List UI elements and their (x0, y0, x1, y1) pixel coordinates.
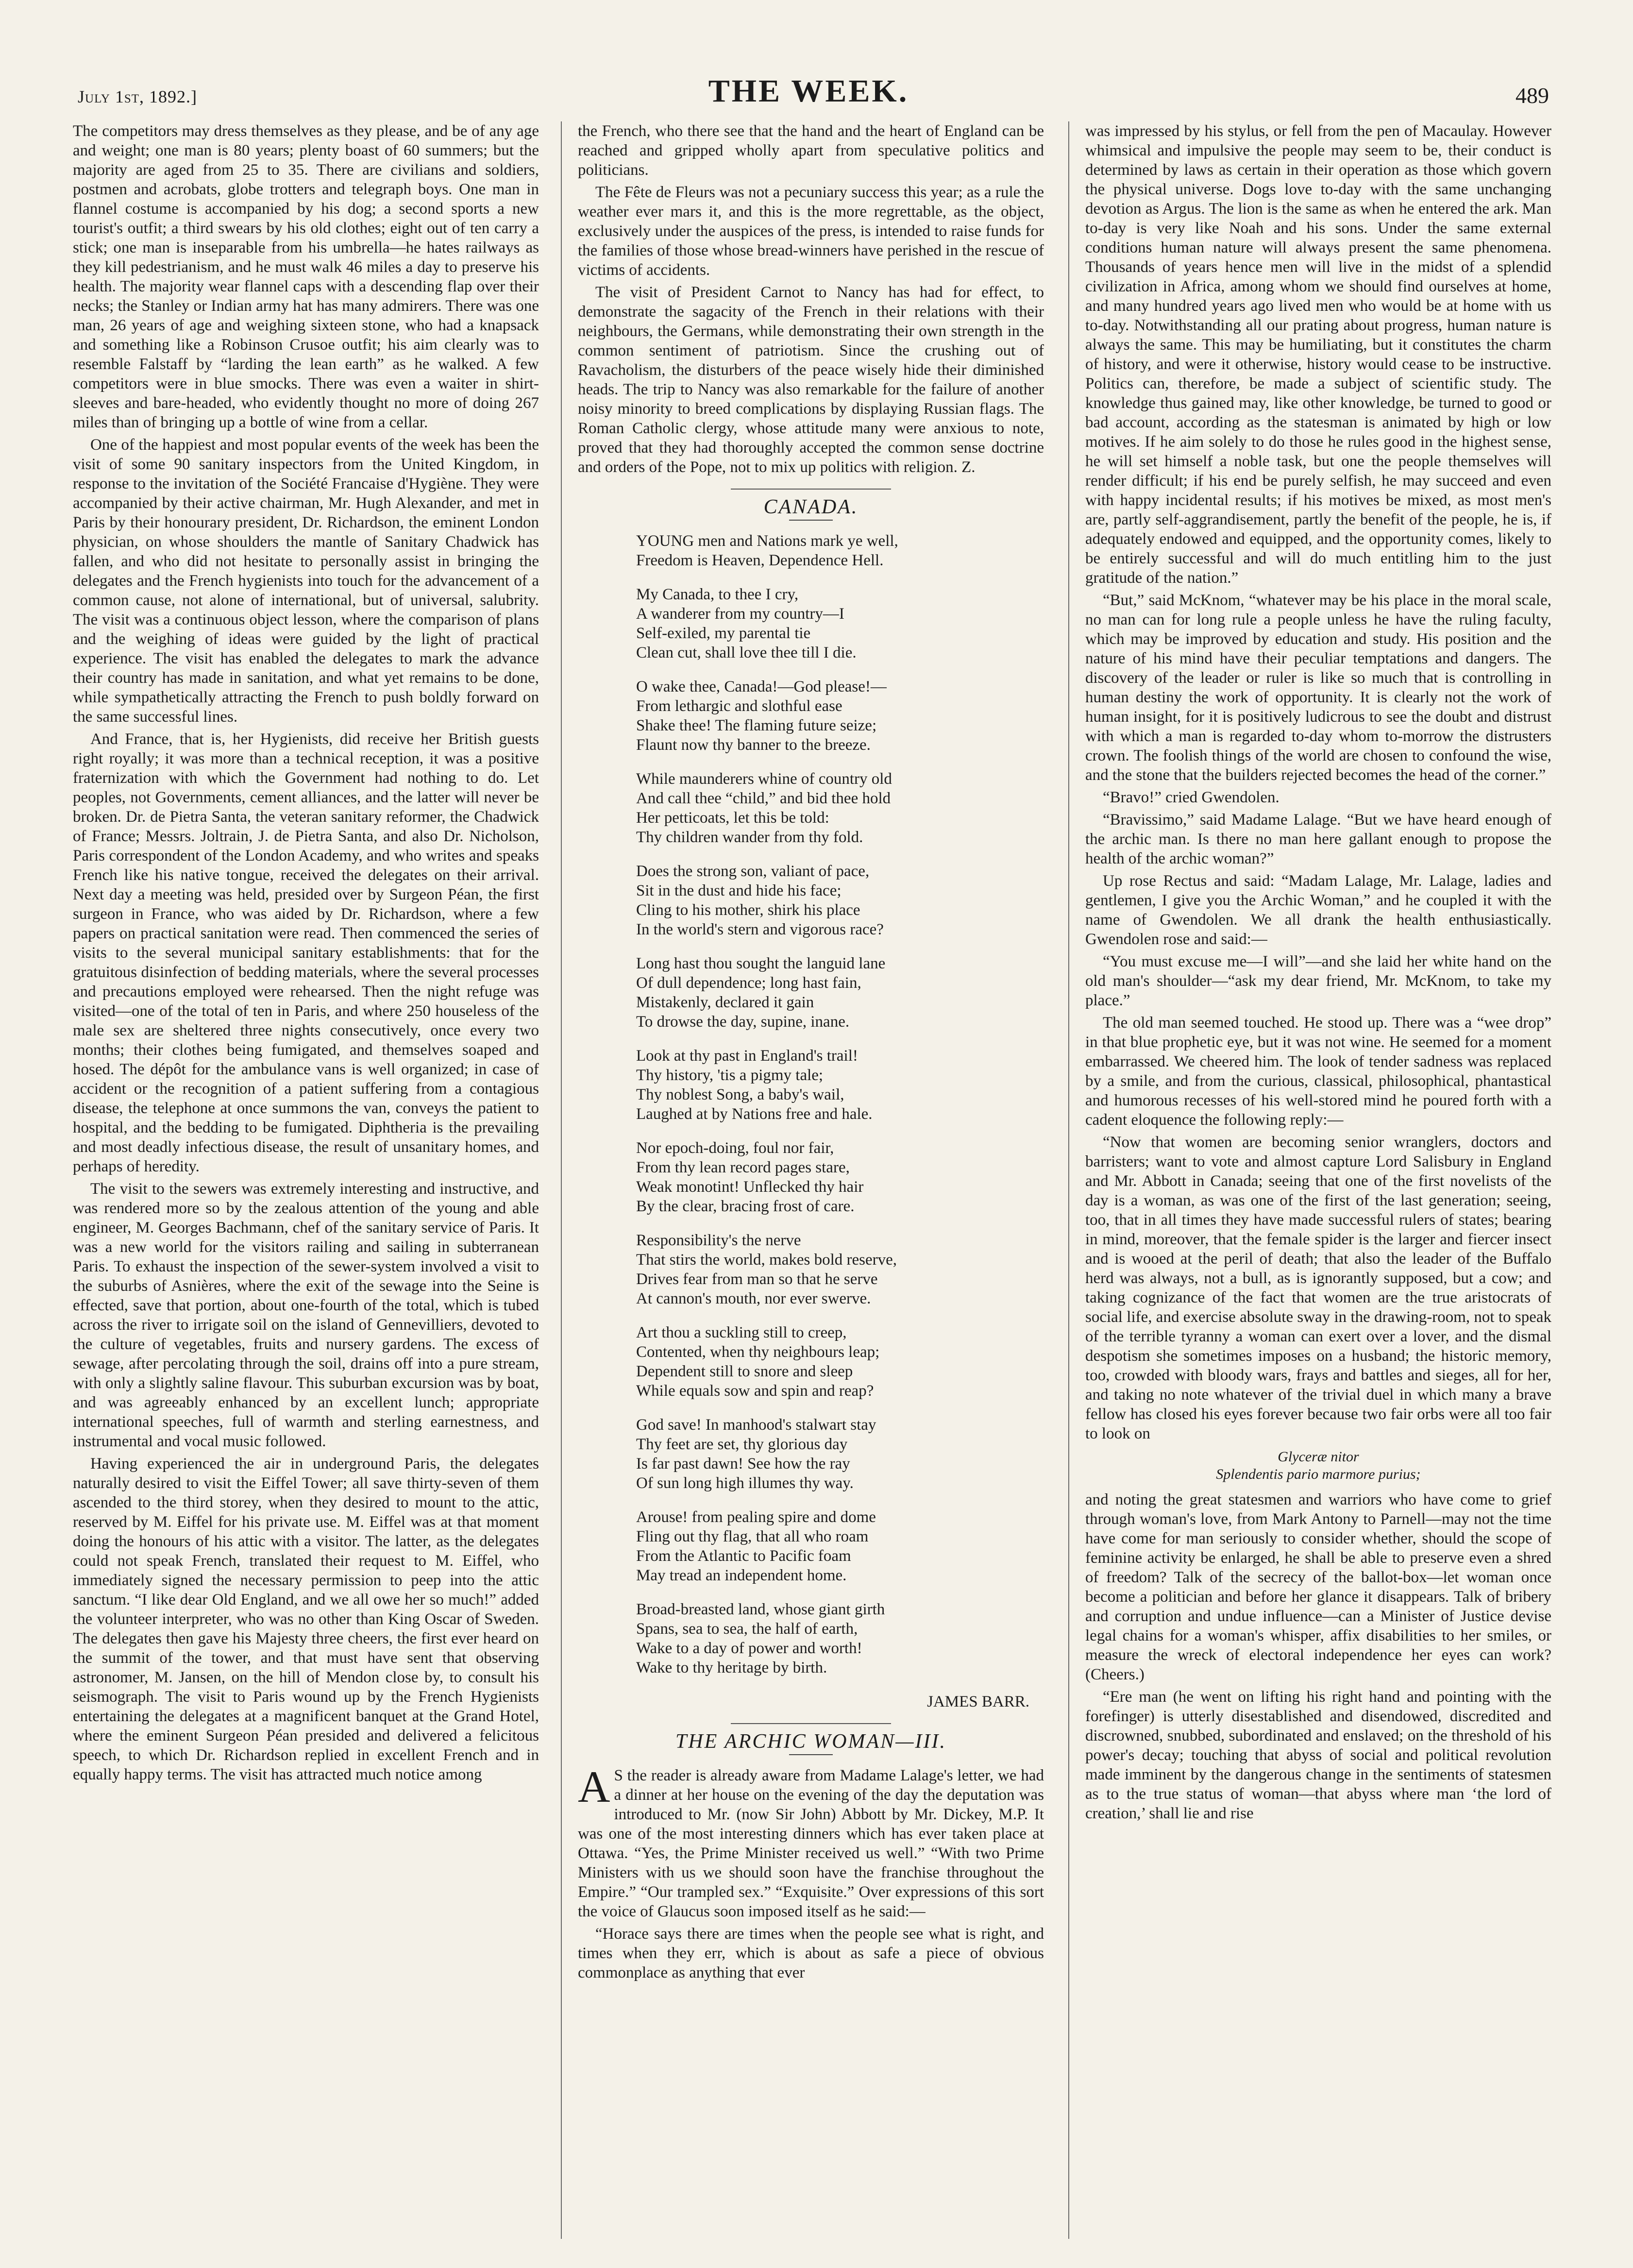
poem-stanza (636, 1415, 1044, 1493)
paragraph: One of the happiest and most popular events of the week has been the visit of some 90 sanitary inspectors from the United Kingdom, in response to the invitation of the Société Francaise d'Hygiène. They were accompanied by their active chairman, Mr. Hugh Alexander, and met in Paris by their honourary president, Dr. Richardson, the eminent London physician, on whose shoulders the mantle of Sanitary Chadwick has fallen, and who did not hesitate to personally assist in bringing the delegates and the French hygienists into touch for the advancement of a common cause, not alone of international, but of universal, salubrity. The visit was a continuous object lesson, where the comparison of plans and the weighing of ideas were guided by the light of practical experience. The visit has enabled the delegates to mark the advance their country has made in sanitation, and what yet remains to be done, while sympathetically attracting the French to push boldly forward on the same successful lines. (73, 436, 539, 726)
poem-line: Spans, sea to sea, the half of earth, (636, 1620, 858, 1638)
paragraph: The Fête de Fleurs was not a pecuniary success this year; as a rule the weather ever mars it, and this is the more regrettable, as the object, exclusively under the auspices of the press, is intended to raise funds for the families of those whose bread-winners have perished in the rescue of victims of accidents. (578, 184, 1044, 279)
paragraph: Having experienced the air in underground Paris, the delegates naturally desired to visit the Eiffel Tower; all save thirty-seven of them ascended to the third storey, when they desired to mount to the attic, reserved by M. Eiffel for his private use. M. Eiffel was at that moment doing the honours of his attic with a visitor. The latter, as the delegates could not speak French, translated their request to M. Eiffel, who immediately signed the necessary permission to peep into the attic sanctum. “I like dear Old England, and we all owe her so much!” added the volunteer interpreter, who was no other than King Oscar of Sweden. The delegates then gave his Majesty three cheers, the first ever heard on the summit of the tower, and that must have sent that observing astronomer, M. Jansen, on the hill of Mendon close by, to consult his seismograph. The visit to Paris wound up by the French Hygienists entertaining the delegates at a magnificent banquet at the Grand Hotel, where the eminent Surgeon Péan presided and delivered a felicitous speech, to which Dr. Richardson replied in excellent French and in equally happy terms. The visit has attracted much notice among (73, 1455, 539, 1783)
paragraph: “Horace says there are times when the people see what is right, and times when they err, which is about as safe a piece of obvious commonplace as anything that ever (578, 1925, 1044, 1981)
paragraph: “Now that women are becoming senior wranglers, doctors and barristers; want to vote and almost capture Lord Salisbury in England and Mr. Abbott in Canada; seeing that one of the first novelists of the day is a woman, as was one of the first of the last generation; seeing, too, that in all times they have made successful rulers of states; bearing in mind, moreover, that the female spider is the larger and fiercer insect and is wooed at the peril of death; that also the leader of the Buffalo herd was always, not a bull, as is ignorantly supposed, but a cow; and taking cognizance of the fact that women are the true aristocrats of social life, and exercise absolute sway in the drawing-room, not to speak of the terrible tyranny a woman can exert over a lover, and the dismal despotism she sometimes imposes on a husband; the historic memory, too, crowded with bloody wars, frays and battles and sieges, all for her, and taking no note whatever of the trivial duel in which many a brave fellow has closed his eyes forever because two fair orbs were all too fair to look on (1085, 1134, 1551, 1442)
poem-stanza (636, 1231, 1044, 1308)
poem-line: Fling out thy flag, that all who roam (636, 1528, 869, 1545)
quote-line: Glyceræ nitor (1278, 1449, 1359, 1465)
poem-line: Cling to his mother, shirk his place (636, 901, 860, 919)
paragraph: The old man seemed touched. He stood up. There was a “wee drop” in that blue prophetic eye, but it was not wine. He seemed for a moment embarrassed. We cheered him. The look of tender sadness was replaced by a smile, and from the curious, classical, philosophical, phantastical and humorous recesses of his well-stored mind he poured forth with a cadent eloquence the following reply:— (1085, 1014, 1551, 1129)
paragraph: Up rose Rectus and said: “Madam Lalage, Mr. Lalage, ladies and gentlemen, I give you the Archic Woman,” and he coupled it with the name of Gwendolen. We all drank the health enthusiastically. Gwendolen rose and said:— (1085, 872, 1551, 948)
paragraph: The visit of President Carnot to Nancy has had for effect, to demonstrate the sagacity of the French in their relations with their neighbours, the Germans, while demonstrating their own strength in the common sentiment of patriotism. Since the crushing out of Ravacholism, the disturbers of the peace wisely hide their diminished heads. The trip to Nancy was also remarkable for the failure of another noisy minority to breed complications by displaying Russian flags. The Roman Catholic clergy, whose attitude many were anxious to note, proved that they had thoroughly accepted the common sense doctrine and orders of the Pope, not to mix up politics with religion. Z. (578, 284, 1044, 476)
poem-line: Laughed at by Nations free and hale. (636, 1105, 873, 1123)
poem-stanza (636, 1046, 1044, 1124)
poem (578, 531, 1044, 1677)
poem-line: YOUNG men and Nations mark ye well, (636, 532, 898, 550)
masthead-title: THE WEEK. (708, 73, 909, 109)
poem-line: While equals sow and spin and reap? (636, 1382, 874, 1400)
poem-line: By the clear, bracing frost of care. (636, 1198, 855, 1215)
column-3 (1085, 121, 1551, 2239)
poem-line: And call thee “child,” and bid thee hold (636, 790, 891, 807)
paragraph-text: S the reader is already aware from Madame Lalage's letter, we had a dinner at her house on the evening of the day the deputation was introduced to Mr. (now Sir John) Abbott by Mr. Dickey, M.P. It was one of the most interesting dinners which has ever taken place at Ottawa. “Yes, the Prime Minister received us well.” “With two Prime Ministers with us we should soon have the franchise throughout the Empire.” “Our trampled sex.” “Exquisite.” Over expressions of this sort the voice of Glaucus soon imposed itself as he said:— (578, 1767, 1044, 1920)
poem-line: From thy lean record pages stare, (636, 1159, 850, 1176)
poem-line: Weak monotint! Unflecked thy hair (636, 1178, 864, 1196)
paragraph: “But,” said McKnom, “whatever may be his place in the moral scale, no man can for long rule a people unless he have the ruling faculty, which may be improved by education and study. His position and the nature of his mind have their peculiar temptations and dangers. The discovery of the leader or ruler is like so much that is controlling in human destiny the work of opportunity. It is clearly not the work of human insight, for it is positively ludicrous to see the doubt and distrust with which a man is regarded to-day whom to-morrow the distrusters crown. The foolish things of the world are chosen to confound the wise, and the stone that the builders rejected becomes the head of the corner.” (1085, 592, 1551, 784)
poem-line: Contented, when thy neighbours leap; (636, 1343, 880, 1361)
poem-line: From the Atlantic to Pacific foam (636, 1547, 851, 1565)
poem-line: Wake to thy heritage by birth. (636, 1659, 827, 1676)
poem-line: Is far past dawn! See how the ray (636, 1455, 850, 1473)
page-number: 489 (1515, 83, 1549, 108)
column-1 (73, 121, 539, 2239)
poem-line: Thy noblest Song, a baby's wail, (636, 1086, 844, 1103)
paragraph: The visit to the sewers was extremely interesting and instructive, and was rendered more so by the zealous attention of the young and able engineer, M. Georges Bachmann, chef of the sanitary service of Paris. It was a new world for the visitors railing and sailing in subterranean Paris. To exhaust the inspection of the sewer-system involved a visit to the suburbs of Asnières, where the exit of the sewage into the Seine is effected, save that portion, about one-fourth of the total, which is tubed across the river to irrigate soil on the island of Gennevilliers, devoted to the culture of vegetables, fruits and nursery gardens. The excess of sewage, after percolating through the soil, drains off into a pure stream, with only a slightly saline flavour. This suburban excursion was by boat, and was agreeably enhanced by an excellent lunch; appropriate international speeches, full of warmth and sterling earnestness, and instrumental and vocal music followed. (73, 1180, 539, 1450)
page-header (68, 63, 1549, 117)
poem-line: That stirs the world, makes bold reserve, (636, 1251, 897, 1269)
poem-stanza (636, 1138, 1044, 1216)
poem-stanza (636, 677, 1044, 755)
title-underline (789, 1754, 833, 1755)
poem-line: From lethargic and slothful ease (636, 697, 842, 715)
poem-stanza (636, 1600, 1044, 1677)
paragraph: the French, who there see that the hand and the heart of England can be reached and gripped wholly apart from speculative politics and politicians. (578, 122, 1044, 179)
paragraph: “Bravo!” cried Gwendolen. (1103, 789, 1279, 806)
paragraph: “Ere man (he went on lifting his right hand and pointing with the forefinger) is utterly disestablished and disendowed, discredited and discrowned, snubbed, subordinated and enslaved; on the threshold of his power's decay; touching that abyss of social and political revolution made imminent by the dangerous change in the sentiments of statesmen as to the true status of woman—that abyss where man ‘the lord of creation,’ shall lie and rise (1085, 1688, 1551, 1822)
poem-line: May tread an independent home. (636, 1567, 847, 1584)
poem-line: At cannon's mouth, nor ever swerve. (636, 1290, 871, 1307)
poem-stanza (636, 954, 1044, 1032)
paragraph: “You must excuse me—I will”—and she laid her white hand on the old man's shoulder—“ask my dear friend, Mr. McKnom, to take my place.” (1085, 953, 1551, 1009)
poem-line: Flaunt now thy banner to the breeze. (636, 736, 871, 754)
poem-line: Long hast thou sought the languid lane (636, 955, 886, 972)
poem-line: A wanderer from my country—I (636, 605, 844, 623)
poem-stanza (636, 769, 1044, 847)
poem-line: Does the strong son, valiant of pace, (636, 863, 870, 880)
poem-line: While maunderers whine of country old (636, 770, 892, 788)
poem-line: Art thou a suckling still to creep, (636, 1324, 847, 1341)
poem-line: Mistakenly, declared it gain (636, 994, 814, 1011)
issue-date: July 1st, 1892.] (78, 87, 198, 106)
poem-line: Sit in the dust and hide his face; (636, 882, 842, 899)
poem-stanza (636, 1323, 1044, 1401)
poem-line: Self-exiled, my parental tie (636, 625, 811, 642)
drop-cap: A (578, 1762, 610, 1811)
poem-stanza (636, 585, 1044, 662)
poem-line: Drives fear from man so that he serve (636, 1270, 878, 1288)
poem-line: Shake thee! The flaming future seize; (636, 717, 877, 734)
poem-line: Clean cut, shall love thee till I die. (636, 644, 857, 661)
poem-line: Thy feet are set, thy glorious day (636, 1436, 848, 1453)
poem-line: In the world's stern and vigorous race? (636, 921, 884, 938)
poem-line: Thy children wander from thy fold. (636, 829, 863, 846)
poem-line: Her petticoats, let this be told: (636, 809, 829, 827)
poem-line: To drowse the day, supine, inane. (636, 1013, 850, 1031)
poem-line: Thy history, 'tis a pigmy tale; (636, 1066, 824, 1084)
paragraph: and noting the great statesmen and warriors who have come to grief through woman's love, from Mark Antony to Parnell—may not the time have come for man seriously to consider whether, should the scope of feminine activity be enlarged, he shall be able to preserve even a shred of freedom? Talk of the secrecy of the ballot-box—let woman once become a politician and before her glance it disappears. Talk of bribery and corruption and undue influence—can a Minister of Justice devise legal chains for a woman's whisper, affix disabilities to her smiles, or measure the wreck of electoral independence her eyes can work? (Cheers.) (1085, 1491, 1551, 1683)
column-2 (578, 121, 1044, 2239)
poem-line: Nor epoch-doing, foul nor fair, (636, 1139, 834, 1157)
article-title: THE ARCHIC WOMAN—III. (675, 1730, 947, 1753)
poem-line: Of sun long high illumes thy way. (636, 1474, 854, 1492)
poem-line: O wake thee, Canada!—God please!— (636, 678, 887, 695)
poem-stanza (636, 531, 1044, 570)
poem-line: Responsibility's the nerve (636, 1232, 801, 1249)
paragraph: “Bravissimo,” said Madame Lalage. “But we have heard enough of the archic man. Is there no man here gallant enough to propose the health of the archic woman?” (1085, 811, 1551, 867)
column-divider (1068, 121, 1069, 2239)
poem-line: Broad-breasted land, whose giant girth (636, 1601, 885, 1618)
poem-line: Look at thy past in England's trail! (636, 1047, 858, 1065)
poem-line: Freedom is Heaven, Dependence Hell. (636, 552, 884, 569)
poem-line: Arouse! from pealing spire and dome (636, 1508, 876, 1526)
poem-line: God save! In manhood's stalwart stay (636, 1416, 876, 1434)
poem-line: My Canada, to thee I cry, (636, 586, 799, 603)
paragraph: was impressed by his stylus, or fell from the pen of Macaulay. However whimsical and impulsive the people may seem to be, their conduct is determined by laws as certain in their operation as those which govern the physical universe. Dogs love to-day with the same unchanging devotion as Argus. The lion is the same as when he entered the ark. Man to-day is very like Noah and his sons. Under the same external conditions human nature will always present the same phenomena. Thousands of years hence men will live in the midst of a splendid civilization in Africa, among whom we should find ourselves at home, and many hundred years ago lived men who would be at home with us to-day. Notwithstanding all our prating about progress, human nature is always the same. This may be humiliating, but it constitutes the charm of history, and were it otherwise, history would cease to be instructive. Politics can, therefore, be made a subject of scientific study. The knowledge thus gained may, like other knowledge, be turned to good or bad account, according as the statesman is animated by high or low motives. If he aim solely to do those he rules good in the highest sense, he will set himself a noble task, but one the people themselves will render difficult; if his end be purely selfish, he may succeed and even with happy incidental results; if his motives be mixed, as most men's are, partly self-aggrandisement, partly the benefit of the people, he is, if adequately endowed and equipped, and the opportunity comes, likely to be entirely successful and will do much entitling him to the just gratitude of the nation.” (1085, 122, 1551, 587)
poem-line: Dependent still to snore and sleep (636, 1363, 853, 1380)
quote-line: Splendentis pario marmore purius; (1216, 1466, 1421, 1482)
poem-stanza (636, 862, 1044, 939)
column-divider (561, 121, 562, 2239)
latin-quotation (1085, 1448, 1551, 1483)
paragraph: The competitors may dress themselves as they please, and be of any age and weight; one man is 80 years; plenty boast of 60 summers; but the majority are aged from 25 to 35. There are civilians and soldiers, postmen and acrobats, globe trotters and telegraph boys. One man in flannel costume is accompanied by his dog; a second sports a new tourist's outfit; a third swears by his old clothes; eight out of ten carry a stick; one man is inseparable from his umbrella—he hates railways as they kill pedestrianism, and he must walk 46 miles a day to preserve his health. The majority wear flannel caps with a descending flap over their necks; the Stanley or Indian army hat has many admirers. There was one man, 26 years of age and weighing sixteen stone, who had a knapsack and something like a Robinson Crusoe outfit; his aim clearly was to resemble Falstaff by “larding the lean earth” as he walked. A few competitors were in blue smocks. There was even a waiter in shirt-sleeves and bare-headed, who evidently thought no more of doing 267 miles than of bringing up a bottle of wine from a cellar. (73, 122, 539, 431)
section-divider (731, 489, 891, 490)
paragraph: And France, that is, her Hygienists, did receive her British guests right royally; it was more than a technical reception, it was a positive fraternization with which the Government had nothing to do. Let peoples, not Governments, cement alliances, and the latter will never be broken. Dr. de Pietra Santa, the veteran sanitary reformer, the Chadwick of France; Messrs. Joltrain, J. de Pietra Santa, and also Dr. Nicholson, Paris correspondent of the London Academy, and who writes and speaks French like his native tongue, received the delegates on their arrival. Next day a meeting was held, presided over by Surgeon Péan, the first surgeon in France, who was aided by Dr. Richardson, where a few papers on practical sanitation were read. Then commenced the series of visits to the several municipal sanitary establishments: that for the gratuitous disinfection of bedding materials, where the several processes and precautions employed were rehearsed. Then the night refuge was visited—one of the total of ten in Paris, and where 250 houseless of the male sex are sheltered three nights consecutively, once every two months; their clothes being fumigated, and themselves soaped and hosed. The dépôt for the ambulance vans is well organized; in case of accident or the recognition of a patient suffering from a contagious disease, the telephone at once summons the van, conveys the patient to hospital, and the bedding to be fumigated. Diphtheria is the prevailing and most deadly infectious disease, the result of unsanitary homes, and perhaps of heredity. (73, 730, 539, 1175)
poem-line: Wake to a day of power and worth! (636, 1640, 862, 1657)
poem-line: Of dull dependence; long hast fain, (636, 974, 861, 992)
article-opening-paragraph (578, 1762, 1044, 1921)
title-underline (789, 520, 833, 521)
poem-author: JAMES BARR. (927, 1693, 1029, 1710)
poem-title: CANADA. (763, 496, 859, 518)
poem-stanza (636, 1507, 1044, 1585)
section-divider (731, 1723, 891, 1724)
